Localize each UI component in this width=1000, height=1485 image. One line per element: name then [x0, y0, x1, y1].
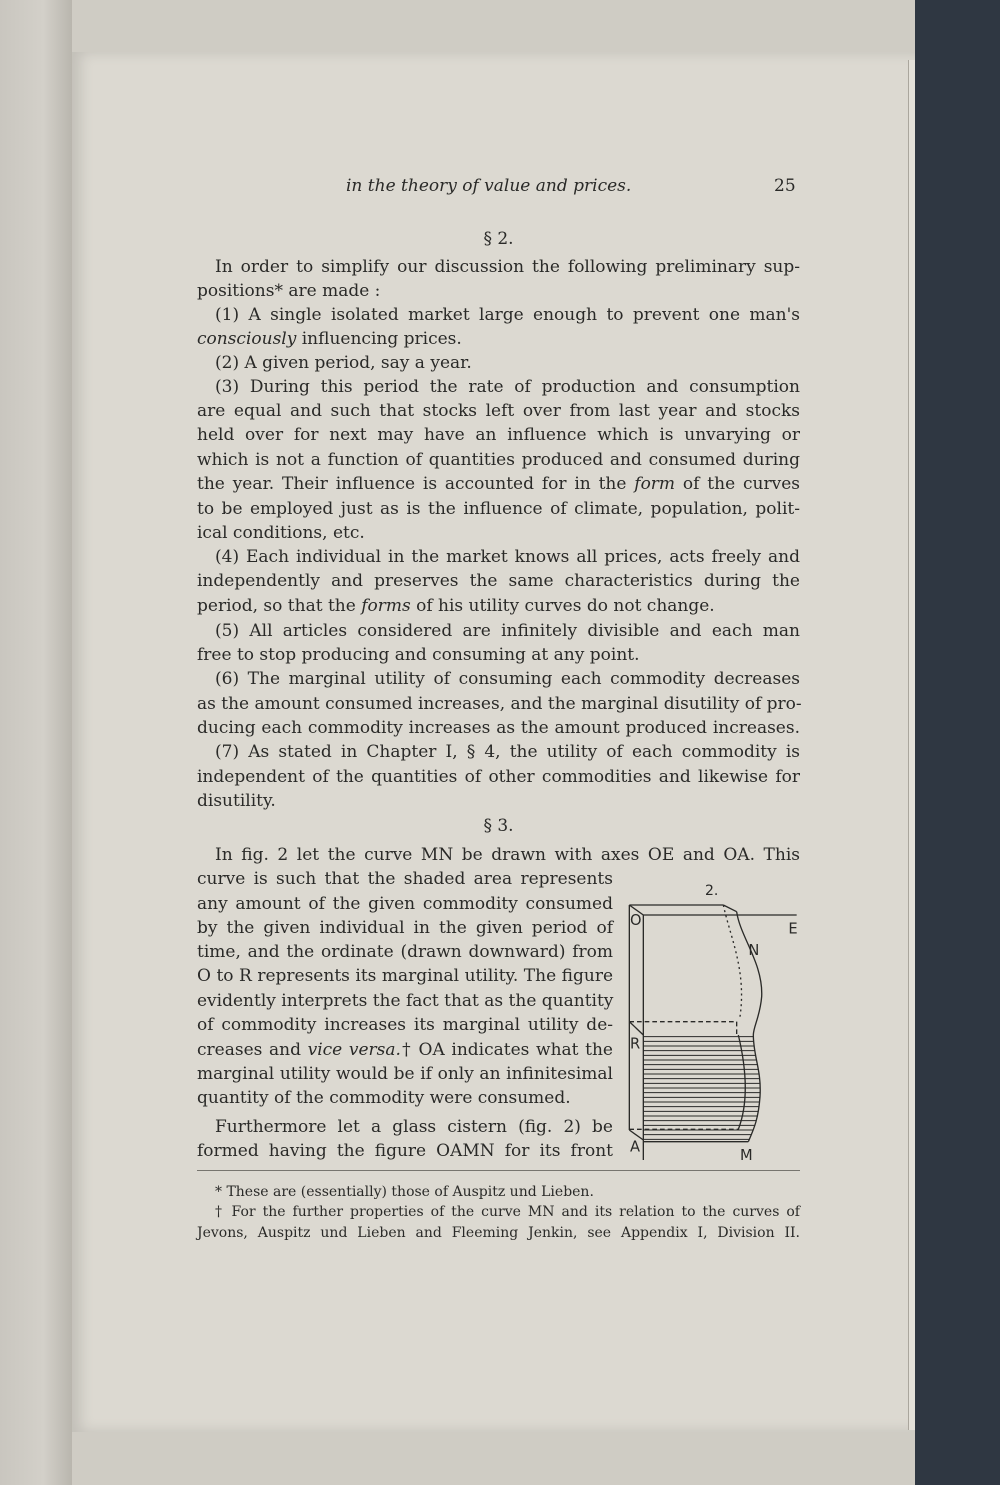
text-run: In fig. 2 let the curve MN be drawn with axes OE and OA. This [215, 845, 800, 865]
text-line [197, 473, 800, 495]
text-run: § 3. [483, 816, 514, 836]
text-run: O to R represents its marginal utility. The figure [197, 966, 613, 986]
text-line [197, 868, 613, 890]
text-run: § 2. [483, 229, 514, 249]
text-line [197, 668, 800, 690]
footnote-line [197, 1183, 800, 1201]
text-run: (2) A given period, say a year. [215, 353, 472, 373]
label-M: M [740, 1147, 753, 1164]
text-line [197, 990, 613, 1012]
italic-text: form [634, 474, 676, 494]
text-run: formed having the figure OAMN for its front [197, 1141, 613, 1161]
text-line [197, 1140, 613, 1162]
top-right-edge [723, 905, 736, 912]
text-line [197, 424, 800, 446]
text-line [197, 844, 800, 866]
text-run: as the amount consumed increases, and the marginal disutility of pro- [197, 694, 802, 714]
text-run: (5) All articles considered are infinitely divisible and each man [215, 621, 800, 641]
italic-text: forms [361, 596, 411, 616]
text-line [197, 893, 613, 915]
text-line [197, 328, 800, 350]
label-E: E [788, 920, 798, 938]
text-run: ical conditions, etc. [197, 523, 365, 543]
text-run: positions* are made : [197, 281, 381, 301]
text-line [197, 741, 800, 763]
text-run: † OA indicates what the [400, 1040, 613, 1060]
running-title: in the theory of value and prices. [346, 176, 632, 196]
text-line [197, 766, 800, 788]
text-run: curve is such that the shaded area represents [197, 869, 613, 889]
text-line [197, 1039, 613, 1061]
text-line [197, 1014, 613, 1036]
text-run: (4) Each individual in the market knows all prices, acts freely and [215, 547, 800, 567]
text-run: which is not a function of quantities produced and consumed during [197, 450, 800, 470]
text-line [197, 917, 613, 939]
text-line [197, 620, 800, 642]
text-line [197, 595, 800, 617]
r-dashed-line [629, 1022, 736, 1035]
text-line [197, 280, 800, 302]
label-O: O [630, 912, 642, 929]
section-heading [197, 228, 800, 250]
text-run: (3) During this period the rate of production and consumption [215, 377, 800, 397]
text-run: Jevons, Auspitz und Lieben and Fleeming Jenkin, see Appendix I, Division II. [197, 1225, 800, 1241]
text-run: Furthermore let a glass cistern (fig. 2) be [215, 1117, 613, 1137]
text-line [197, 644, 800, 666]
figure-2-cistern-diagram [620, 870, 810, 1170]
text-line [197, 400, 800, 422]
text-line [197, 256, 800, 278]
text-run: † For the further properties of the curve MN and its relation to the curves of [215, 1204, 800, 1220]
italic-text: consciously [197, 329, 297, 349]
text-run: of the curves [675, 474, 800, 494]
text-run: time, and the ordinate (drawn downward) from [197, 942, 613, 962]
text-run: independently and preserves the same characteristics during the [197, 571, 800, 591]
text-line [197, 1063, 613, 1085]
text-run: held over for next may have an influence which is unvarying or [197, 425, 800, 445]
text-line [197, 449, 800, 471]
text-line [197, 717, 800, 739]
text-line [197, 1087, 613, 1109]
text-run: independent of the quantities of other commodities and likewise for [197, 767, 800, 787]
text-run: any amount of the given commodity consumed [197, 894, 613, 914]
text-line [197, 941, 613, 963]
page-number: 25 [774, 176, 796, 196]
text-line [197, 1116, 613, 1138]
section-heading [197, 815, 800, 837]
text-run: creases and [197, 1040, 308, 1060]
figure-number: 2. [705, 883, 719, 899]
text-line [197, 352, 800, 374]
italic-text: vice versa. [307, 1040, 401, 1060]
text-run: are equal and such that stocks left over from last year and stocks [197, 401, 800, 421]
text-line [197, 376, 800, 398]
text-run: disutility. [197, 791, 276, 811]
text-run: period, so that the [197, 596, 362, 616]
shaded-area [643, 1037, 766, 1140]
text-line [197, 693, 800, 715]
label-N: N [748, 942, 760, 959]
text-run: free to stop producing and consuming at any point. [197, 645, 640, 665]
text-line [197, 498, 800, 520]
text-run: ducing each commodity increases as the amount produced increases. [197, 718, 800, 738]
label-A: A [630, 1138, 641, 1156]
text-line [197, 790, 800, 812]
text-line [197, 546, 800, 568]
text-run: marginal utility would be if only an infinitesimal [197, 1064, 613, 1084]
text-run: evidently interprets the fact that as the quantity [197, 991, 614, 1011]
footnote-line [197, 1203, 800, 1221]
text-run: by the given individual in the given period of [197, 918, 613, 938]
text-run: of commodity increases its marginal utility de- [197, 1015, 613, 1035]
footnote-line [197, 1224, 800, 1242]
text-line [197, 304, 800, 326]
text-run: quantity of the commodity were consumed. [197, 1088, 571, 1108]
text-run: to be employed just as is the influence of climate, population, polit- [197, 499, 800, 519]
text-line [197, 570, 800, 592]
text-run: (7) As stated in Chapter I, § 4, the utility of each commodity is [215, 742, 800, 762]
book-cover [915, 0, 1000, 1485]
facing-page-edge [0, 0, 72, 1485]
back-curve-inner [738, 1035, 745, 1129]
text-run: (6) The marginal utility of consuming each commodity decreases [215, 669, 800, 689]
footnote-rule [197, 1170, 800, 1171]
text-run: In order to simplify our discussion the following preliminary sup- [215, 257, 800, 277]
r-diagonal [629, 1022, 643, 1035]
text-line [197, 965, 613, 987]
text-line [197, 522, 800, 544]
text-run: * These are (essentially) those of Auspitz und Lieben. [215, 1184, 594, 1200]
text-run: (1) A single isolated market large enough to prevent one man's [215, 305, 800, 325]
text-run: of his utility curves do not change. [410, 596, 715, 616]
label-R: R [630, 1035, 641, 1053]
text-run: the year. Their influence is accounted for in the [197, 474, 635, 494]
text-run: influencing prices. [296, 329, 462, 349]
